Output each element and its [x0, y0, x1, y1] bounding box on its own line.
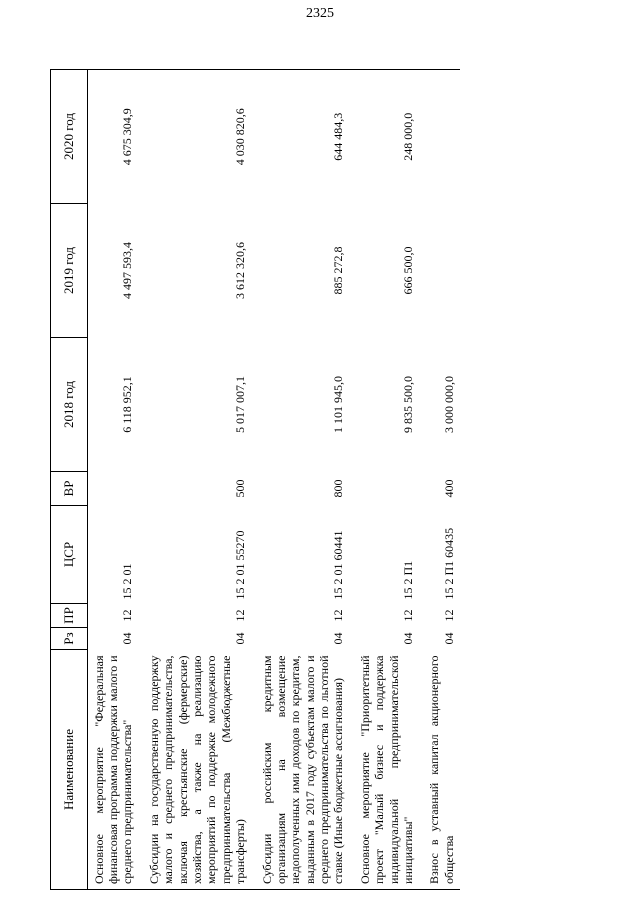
header-rz: Рз: [51, 628, 88, 650]
row-vr: [354, 472, 424, 506]
row-rz: 04: [441, 632, 456, 645]
row-2018: 3 000 000,0: [441, 376, 456, 433]
row-2020: 4 030 820,6: [143, 70, 256, 204]
row-2020: 4 675 304,9: [87, 70, 143, 204]
header-2018: 2018 год: [51, 338, 88, 472]
row-pr: 12: [233, 609, 248, 622]
row-pr: 12: [401, 609, 416, 622]
row-2019: 4 497 593,4: [120, 242, 135, 299]
row-2018: 1 101 945,0: [331, 376, 346, 433]
rotated-page: [50, 70, 630, 890]
header-name: Наименование: [51, 650, 88, 890]
row-name: Основное мероприятие "Федеральная финансовая программа поддержки малого и среднего предпринимательства": [87, 650, 143, 890]
row-csr: 15 2 П1: [401, 560, 416, 600]
header-2019: 2019 год: [51, 204, 88, 338]
table-row: [143, 70, 256, 890]
row-2019: 666 500,0: [401, 246, 416, 295]
row-vr: 500: [233, 479, 248, 498]
row-2020: [423, 70, 460, 204]
row-rz: 04: [233, 632, 248, 645]
row-rz: 04: [401, 632, 416, 645]
row-csr: 15 2 П1 60435: [441, 527, 456, 600]
row-name: Взнос в уставный капитал акционерного общества: [423, 650, 460, 890]
row-csr: 15 2 01 60441: [331, 530, 346, 600]
row-pr: 12: [331, 609, 346, 622]
row-name: Основное мероприятие "Приоритетный проект "Малый бизнес и поддержка индивидуальной предпринимательской инициативы": [354, 650, 424, 890]
row-2020: 248 000,0: [354, 70, 424, 204]
row-2018: 6 118 952,1: [120, 376, 135, 433]
table-row: [256, 70, 354, 890]
header-csr: ЦСР: [51, 506, 88, 604]
budget-table: [50, 69, 460, 890]
row-rz: 04: [120, 632, 135, 645]
header-vr: ВР: [51, 472, 88, 506]
row-vr: [87, 472, 143, 506]
table-row: [423, 70, 460, 890]
row-2019: 3 612 320,6: [233, 242, 248, 299]
row-2019: 885 272,8: [331, 246, 346, 295]
header-pr: ПР: [51, 604, 88, 628]
header-row: [51, 70, 88, 890]
row-csr: 15 2 01 55270: [233, 530, 248, 600]
row-2020: 644 484,3: [256, 70, 354, 204]
row-vr: 800: [331, 479, 346, 498]
row-name: Субсидии на государственную поддержку малого и среднего предпринимательства, включая крестьянские (фермерские) хозяйства, а также на реализацию мероприятий по поддержке молодежного предпринимательства (Межбюджетные трансферты): [143, 650, 256, 890]
row-2018: 9 835 500,0: [401, 376, 416, 433]
row-pr: 12: [441, 609, 456, 622]
header-2020: 2020 год: [51, 70, 88, 204]
table-row: [87, 70, 143, 890]
row-2018: 5 017 007,1: [233, 376, 248, 433]
row-2019: [423, 204, 460, 338]
table-row: [354, 70, 424, 890]
page-number: 2325: [306, 6, 334, 21]
row-rz: 04: [331, 632, 346, 645]
row-csr: 15 2 01: [120, 563, 135, 600]
row-name: Субсидии российским кредитным организациям на возмещение недополученных ими доходов по кредитам, выданным в 2017 году субъектам малого и среднего предпринимательства по льготной ставке (Иные бюджетные ассигнования): [256, 650, 354, 890]
row-pr: 12: [120, 609, 135, 622]
row-vr: 400: [441, 479, 456, 498]
